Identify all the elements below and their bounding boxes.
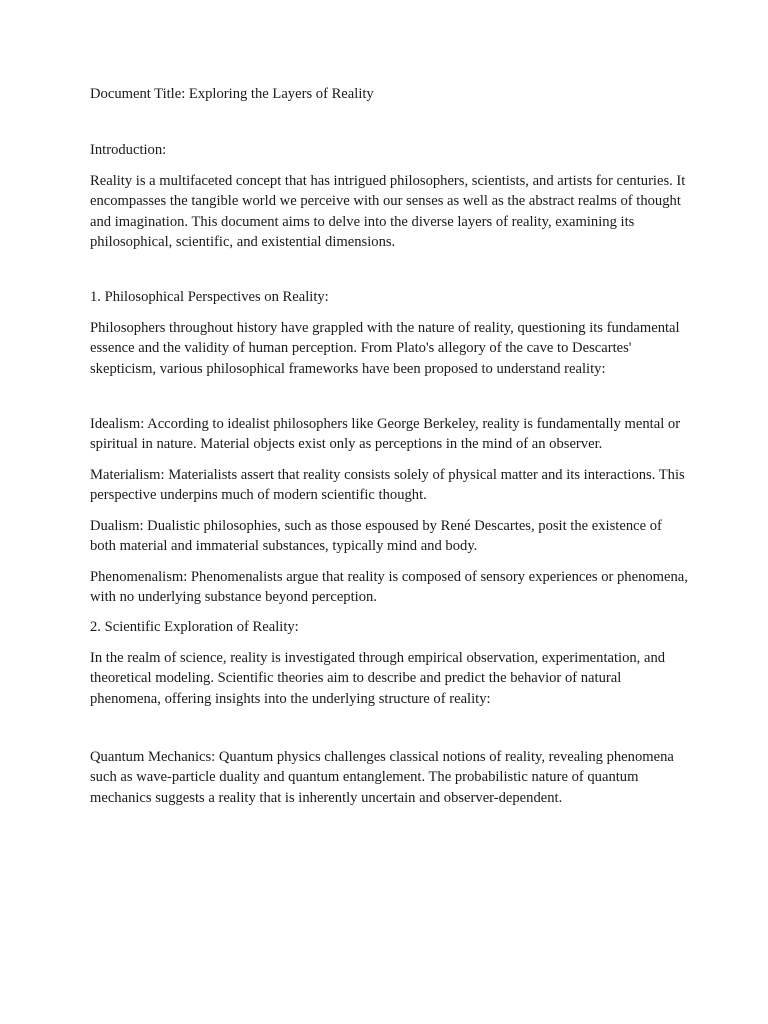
quantum-mechanics-paragraph: Quantum Mechanics: Quantum physics challenges classical notions of reality, revealing phenomena such as wave-particle duality and quantum entanglement. The probabilistic nature of quantum mechanics suggests a reality that is inherently uncertain and observer-dependent.: [90, 748, 674, 806]
section-2-heading: 2. Scientific Exploration of Reality:: [90, 619, 299, 636]
section-1-heading: 1. Philosophical Perspectives on Reality:: [90, 289, 329, 306]
idealism-paragraph: Idealism: According to idealist philosophers like George Berkeley, reality is fundamentally mental or spiritual in nature. Material objects exist only as perceptions in the mind of an observer.: [90, 416, 681, 453]
document-title: Document Title: Exploring the Layers of Reality: [90, 86, 374, 102]
section-2-paragraph: In the realm of science, reality is investigated through empirical observation, experimentation, and theoretical modeling. Scientific theories aim to describe and predict the behavior of natural phenomena, offering insights into the underlying structure of reality:: [90, 649, 666, 707]
section-1-paragraph: Philosophers throughout history have grappled with the nature of reality, questioning its fundamental essence and the validity of human perception. From Plato's allegory of the cave to Descartes' skepticism, various philosophical frameworks have been proposed to understand reality:: [90, 319, 680, 377]
materialism-paragraph: Materialism: Materialists assert that reality consists solely of physical matter and its interactions. This perspective underpins much of modern scientific thought.: [90, 466, 685, 504]
dualism-paragraph: Dualism: Dualistic philosophies, such as those espoused by René Descartes, posit the existence of both material and immaterial substances, typically mind and body.: [90, 517, 662, 555]
introduction-heading: Introduction:: [90, 142, 167, 159]
document-page: [90, 84, 690, 818]
introduction-paragraph: Reality is a multifaceted concept that has intrigued philosophers, scientists, and artists for centuries. It encompasses the tangible world we perceive with our senses as well as the abstract realms of thought and imagination. This document aims to delve into the diverse layers of reality, examining its philosophical, scientific, and existential dimensions.: [90, 172, 686, 251]
phenomenalism-paragraph: Phenomenalism: Phenomenalists argue that reality is composed of sensory experiences or phenomena, with no underlying substance beyond perception.: [90, 568, 688, 605]
